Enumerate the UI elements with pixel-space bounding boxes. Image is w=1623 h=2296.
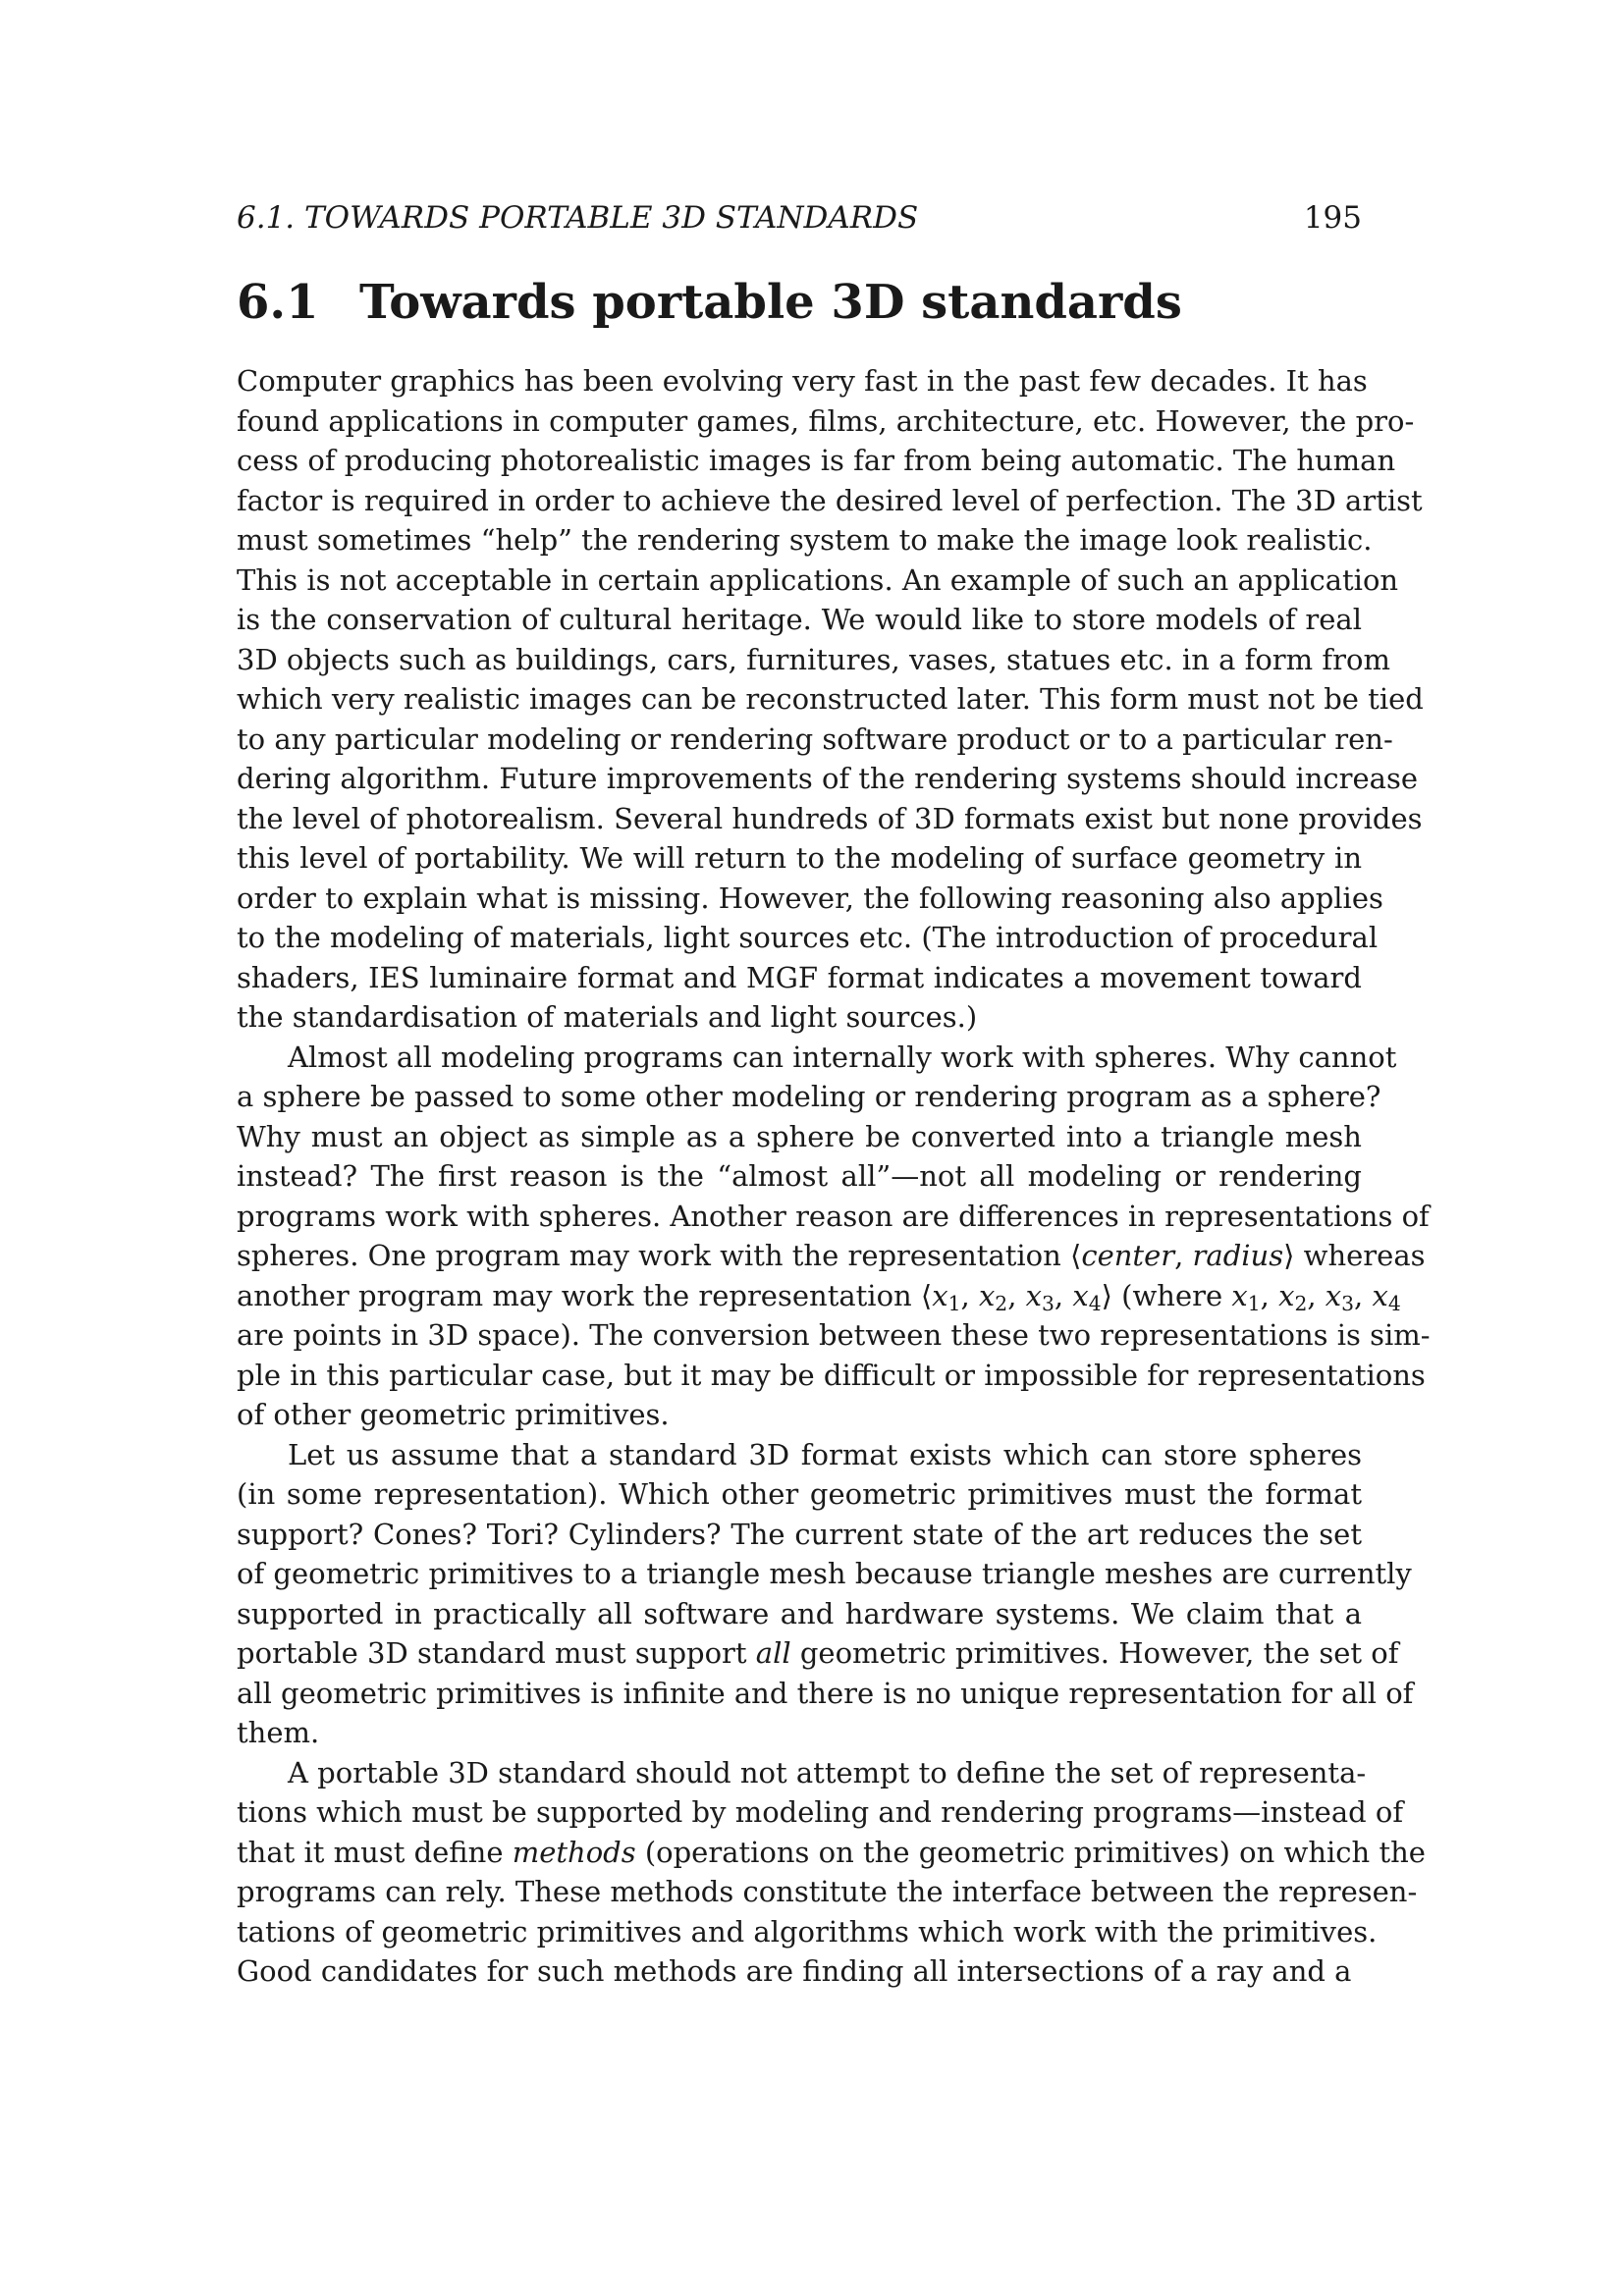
text-line: portable 3D standard must support all geometric primitives. However, the set of bbox=[237, 1636, 1399, 1670]
paragraph bbox=[237, 1753, 1426, 1992]
text-line: the standardisation of materials and light sources.) bbox=[237, 1000, 978, 1034]
text-line: the level of photorealism. Several hundreds of 3D formats exist but none provides bbox=[237, 801, 1423, 835]
text-line: spheres. One program may work with the representation ⟨center, radius⟩ whereas bbox=[237, 1239, 1426, 1272]
text-line: 3D objects such as buildings, cars, furnitures, vases, statues etc. in a form from bbox=[237, 642, 1390, 676]
text-line: A portable 3D standard should not attempt to define the set of representa- bbox=[288, 1755, 1367, 1789]
paragraph bbox=[237, 1435, 1414, 1753]
text-line: dering algorithm. Future improvements of the rendering systems should increase bbox=[237, 762, 1419, 795]
text-line: of other geometric primitives. bbox=[237, 1398, 670, 1431]
text-line: tions which must be supported by modeling and rendering programs—instead of bbox=[237, 1795, 1404, 1829]
text-line: Good candidates for such methods are finding all intersections of a ray and a bbox=[237, 1954, 1352, 1988]
text-line: them. bbox=[237, 1716, 320, 1749]
text-line: programs work with spheres. Another reason are differences in representations of bbox=[237, 1199, 1430, 1233]
text-line: (in some representation). Which other geometric primitives must the format bbox=[237, 1477, 1362, 1511]
text-line: to any particular modeling or rendering software product or to a particular ren- bbox=[237, 721, 1393, 756]
section-number: 6.1 bbox=[237, 275, 319, 330]
text-line: This is not acceptable in certain applications. An example of such an application bbox=[237, 562, 1399, 597]
page-number: 195 bbox=[1303, 200, 1362, 236]
text-line: Let us assume that a standard 3D format exists which can store spheres bbox=[288, 1437, 1362, 1471]
section-heading bbox=[237, 271, 1182, 334]
text-line: found applications in computer games, films, architecture, etc. However, the pro- bbox=[237, 403, 1415, 438]
text-line: another program may work the representation $⟨x_1$, $x_2$, $x_3$, $x_4⟩$ (where $x_1$, $x_2$, $x_3$, $x_4$ bbox=[237, 1278, 1401, 1315]
running-title: 6.1. TOWARDS PORTABLE 3D STANDARDS bbox=[237, 200, 919, 236]
text-line: is the conservation of cultural heritage. We would like to store models of real bbox=[237, 603, 1362, 636]
text-line: factor is required in order to achieve the desired level of perfection. The 3D artist bbox=[237, 483, 1423, 517]
text-line: of geometric primitives to a triangle mesh because triangle meshes are currently bbox=[237, 1557, 1412, 1590]
text-line: that it must define methods (operations on the geometric primitives) on which the bbox=[237, 1835, 1426, 1869]
section-title: Towards portable 3D standards bbox=[359, 275, 1182, 330]
paragraph bbox=[237, 1038, 1431, 1435]
text-line: are points in 3D space). The conversion between these two representations is sim- bbox=[237, 1318, 1431, 1352]
text-line: supported in practically all software and hardware systems. We claim that a bbox=[237, 1596, 1362, 1630]
text-line: this level of portability. We will return to the modeling of surface geometry in bbox=[237, 841, 1362, 875]
running-header bbox=[237, 198, 1362, 238]
text-line: all geometric primitives is infinite and there is no unique representation for all of bbox=[237, 1676, 1414, 1710]
text-line: a sphere be passed to some other modeling or rendering program as a sphere? bbox=[237, 1080, 1381, 1113]
text-line: cess of producing photorealistic images is far from being automatic. The human bbox=[237, 444, 1396, 477]
text-line: Why must an object as simple as a sphere be converted into a triangle mesh bbox=[237, 1119, 1362, 1153]
text-line: Computer graphics has been evolving very fast in the past few decades. It has bbox=[237, 364, 1368, 398]
text-line: instead? The first reason is the “almost all”—not all modeling or rendering bbox=[237, 1159, 1362, 1193]
text-line: shaders, IES luminaire format and MGF format indicates a movement toward bbox=[237, 960, 1362, 994]
text-line: which very realistic images can be reconstructed later. This form must not be tied bbox=[237, 682, 1424, 716]
text-line: programs can rely. These methods constitute the interface between the represen- bbox=[237, 1875, 1418, 1908]
text-line: Almost all modeling programs can internally work with spheres. Why cannot bbox=[288, 1040, 1397, 1074]
body-text bbox=[237, 361, 1431, 1992]
text-line: tations of geometric primitives and algorithms which work with the primitives. bbox=[237, 1914, 1378, 1949]
text-line: ple in this particular case, but it may be difficult or impossible for representations bbox=[237, 1358, 1426, 1392]
text-line: order to explain what is missing. However, the following reasoning also applies bbox=[237, 881, 1383, 915]
paragraph bbox=[237, 361, 1424, 1038]
text-line: support? Cones? Tori? Cylinders? The current state of the art reduces the set bbox=[237, 1517, 1362, 1551]
text-line: to the modeling of materials, light sources etc. (The introduction of procedural bbox=[237, 921, 1379, 954]
text-line: must sometimes “help” the rendering system to make the image look realistic. bbox=[237, 523, 1373, 557]
